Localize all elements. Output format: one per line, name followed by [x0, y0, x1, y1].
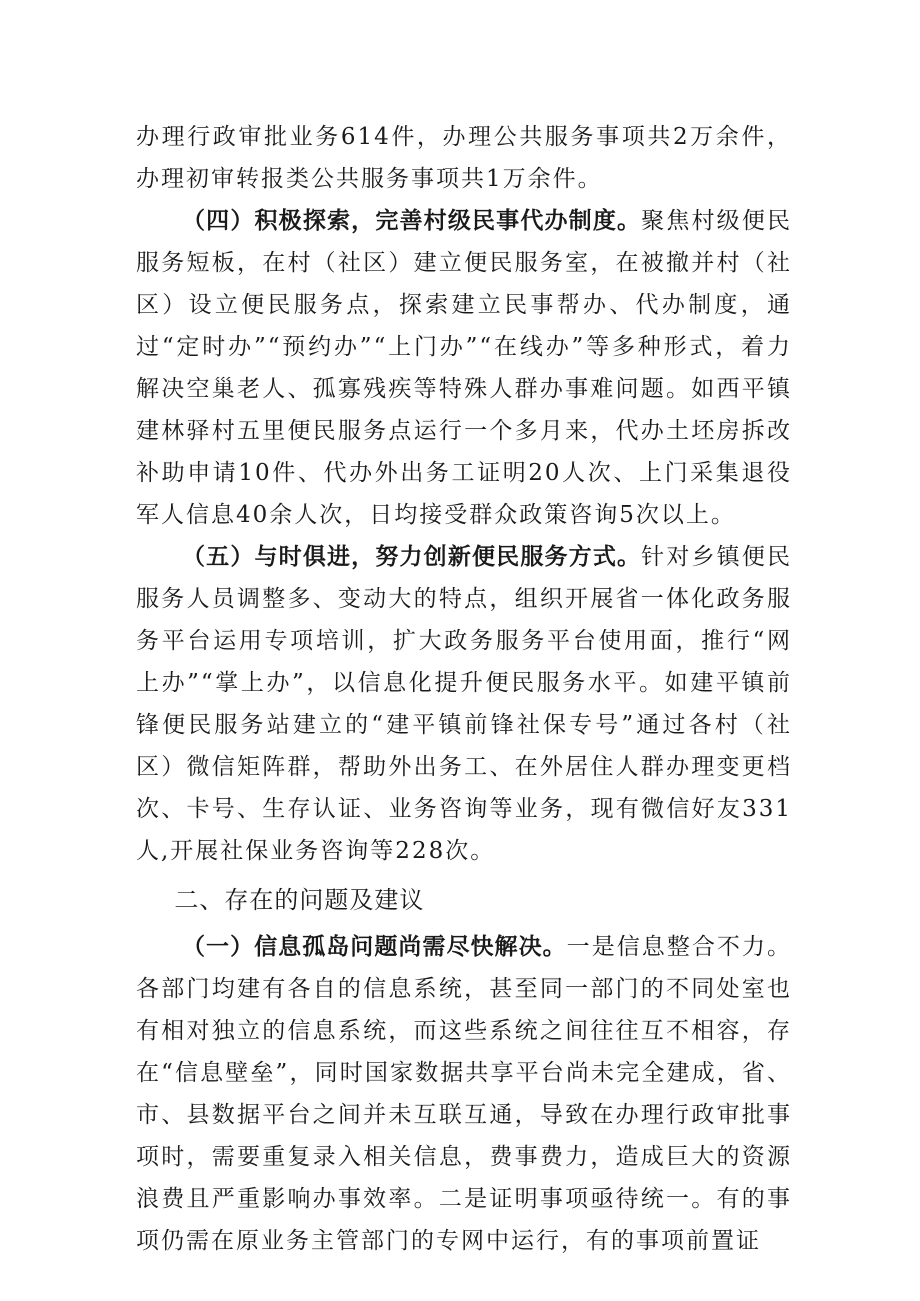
paragraph-continuation — [136, 116, 792, 200]
paragraph-lead: （四）积极探索，完善村级民事代办制度。 — [182, 208, 642, 234]
paragraph-item-five — [136, 536, 792, 872]
paragraph-item-one — [136, 926, 792, 1262]
paragraph-lead: （五）与时俱进，努力创新便民服务方式。 — [182, 544, 642, 570]
paragraph-text: 聚焦村级便民服务短板，在村（社区）建立便民服务室，在被撤并村（社区）设立便民服务点，探索建立民事帮办、代办制度，通过“定时办”“预约办”“上门办”“在线办”等多种形式，着力解决空巢老人、孤寡残疾等特殊人群办事难问题。如西平镇建林驿村五里便民服务点运行一个多月来，代办土坯房拆改补助申请10件、代办外出务工证明20人次、上门采集退役军人信息40余人次，日均接受群众政策咨询5次以上。 — [136, 208, 793, 528]
paragraph-item-four — [136, 200, 792, 536]
section-heading: 二、存在的问题及建议 — [174, 886, 425, 914]
paragraph-lead: （一）信息孤岛问题尚需尽快解决。 — [182, 934, 567, 960]
paragraph-text: 一是信息整合不力。各部门均建有各自的信息系统，甚至同一部门的不同处室也有相对独立的信息系统，而这些系统之间往往互不相容，存在“信息壁垒”，同时国家数据共享平台尚未完全建成，省、市、县数据平台之间并未互联互通，导致在办理行政审批事项时，需要重复录入相关信息，费事费力，造成巨大的资源浪费且严重影响办事效率。二是证明事项亟待统一。有的事项仍需在原业务主管部门的专网中运行，有的事项前置证 — [136, 934, 793, 1254]
paragraph-text: 办理行政审批业务614件，办理公共服务事项共2万余件，办理初审转报类公共服务事项共1万余件。 — [136, 124, 792, 192]
document-body — [136, 116, 792, 1262]
paragraph-text: 针对乡镇便民服务人员调整多、变动大的特点，组织开展省一体化政务服务平台运用专项培训，扩大政务服务平台使用面，推行“网上办”“掌上办”，以信息化提升便民服务水平。如建平镇前锋便民服务站建立的“建平镇前锋社保专号”通过各村（社区）微信矩阵群，帮助外出务工、在外居住人群办理变更档次、卡号、生存认证、业务咨询等业务，现有微信好友331人,开展社保业务咨询等228次。 — [136, 544, 793, 864]
